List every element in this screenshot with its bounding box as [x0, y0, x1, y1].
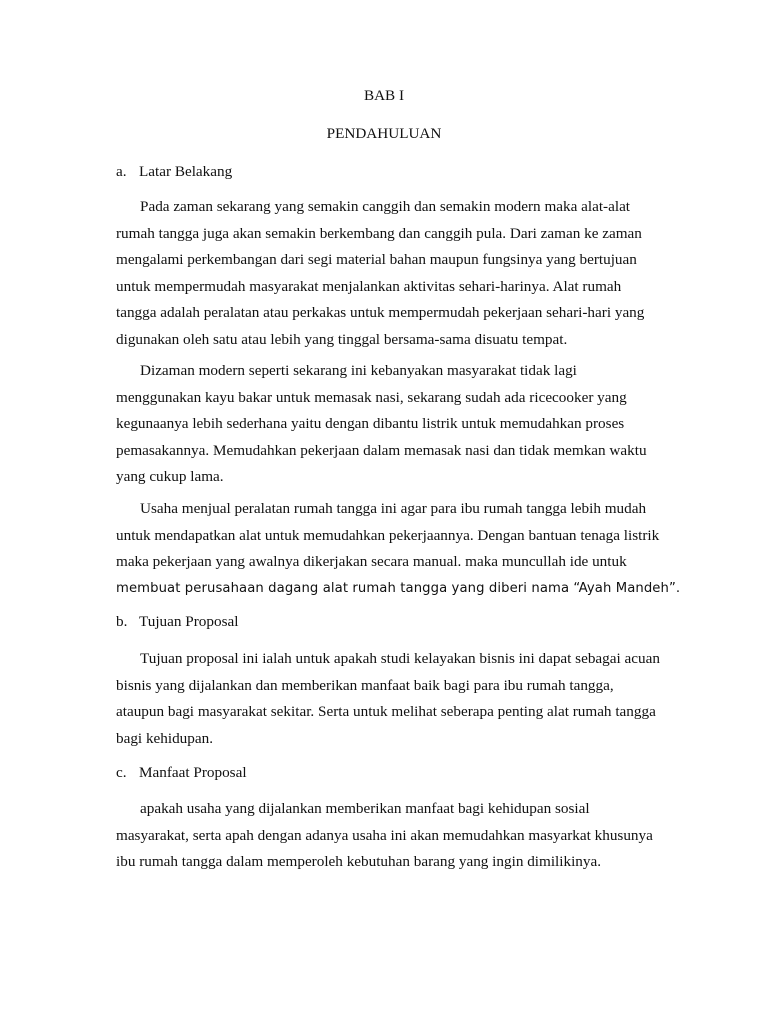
paragraph-line: tangga adalah peralatan atau perkakas untuk mempermudah pekerjaan sehari-hari yang: [116, 304, 645, 321]
chapter-number: BAB I: [363, 87, 405, 104]
paragraph-line: rumah tangga juga akan semakin berkembang dan canggih pula. Dari zaman ke zaman: [116, 224, 642, 242]
paragraph-line: mengalami perkembangan dari segi material bahan maupun fungsinya yang bertujuan: [116, 251, 637, 268]
paragraph-line: untuk mempermudah masyarakat menjalankan aktivitas sehari-harinya. Alat rumah: [116, 277, 622, 295]
section-title: Manfaat Proposal: [139, 764, 247, 781]
paragraph-line: Pada zaman sekarang yang semakin canggih dan semakin modern maka alat-alat: [140, 198, 631, 215]
paragraph-line: Usaha menjual peralatan rumah tangga ini agar para ibu rumah tangga lebih mudah: [140, 500, 647, 517]
chapter-title: PENDAHULUAN: [326, 125, 442, 142]
section-title: Tujuan Proposal: [139, 613, 239, 630]
paragraph-line: ibu rumah tangga dalam memperoleh kebutuhan barang yang ingin dimilikinya.: [116, 853, 602, 870]
section-title: Latar Belakang: [139, 163, 233, 180]
paragraph-latar-belakang-1: [116, 194, 656, 353]
paragraph-line: bisnis yang dijalankan dan memberikan manfaat baik bagi para ibu rumah tangga,: [116, 676, 614, 694]
paragraph-line: Dizaman modern seperti sekarang ini kebanyakan masyarakat tidak lagi: [140, 362, 577, 379]
paragraph-line: ataupun bagi masyarakat sekitar. Serta untuk melihat seberapa penting alat rumah tangga: [116, 703, 656, 720]
paragraph-line: kegunaanya lebih sederhana yaitu dengan dibantu listrik untuk memudahkan proses: [116, 415, 625, 432]
paragraph-line: menggunakan kayu bakar untuk memasak nasi, sekarang sudah ada ricecooker yang: [116, 388, 627, 406]
paragraph-line: maka pekerjaan yang awalnya dikerjakan secara manual. maka muncullah ide untuk: [116, 553, 627, 570]
paragraph-latar-belakang-3: [116, 496, 681, 602]
paragraph-line: digunakan oleh satu atau lebih yang tinggal bersama-sama disuatu tempat.: [116, 330, 568, 348]
section-heading-latar-belakang: [116, 162, 232, 182]
section-heading-manfaat-proposal: [116, 763, 247, 783]
paragraph-line: yang cukup lama.: [116, 468, 224, 485]
paragraph-manfaat-proposal: [116, 796, 656, 876]
paragraph-line: apakah usaha yang dijalankan memberikan manfaat bagi kehidupan sosial: [140, 800, 590, 817]
section-letter: b.: [116, 613, 128, 630]
paragraph-line: Tujuan proposal ini ialah untuk apakah studi kelayakan bisnis ini dapat sebagai acuan: [140, 650, 660, 667]
paragraph-latar-belakang-2: [116, 358, 656, 491]
section-letter: c.: [116, 764, 127, 781]
paragraph-line: membuat perusahaan dagang alat rumah tangga yang diberi nama “Ayah Mandeh”.: [116, 580, 681, 596]
section-letter: a.: [116, 163, 127, 180]
section-heading-tujuan-proposal: [116, 612, 238, 632]
paragraph-line: pemasakannya. Memudahkan pekerjaan dalam memasak nasi dan tidak memkan waktu: [116, 441, 647, 459]
paragraph-line: masyarakat, serta apah dengan adanya usaha ini akan memudahkan masyarkat khusunya: [116, 826, 653, 844]
paragraph-tujuan-proposal: [116, 646, 660, 752]
paragraph-line: untuk mendapatkan alat untuk memudahkan pekerjaannya. Dengan bantuan tenaga listrik: [116, 526, 660, 544]
paragraph-line: bagi kehidupan.: [116, 729, 214, 747]
